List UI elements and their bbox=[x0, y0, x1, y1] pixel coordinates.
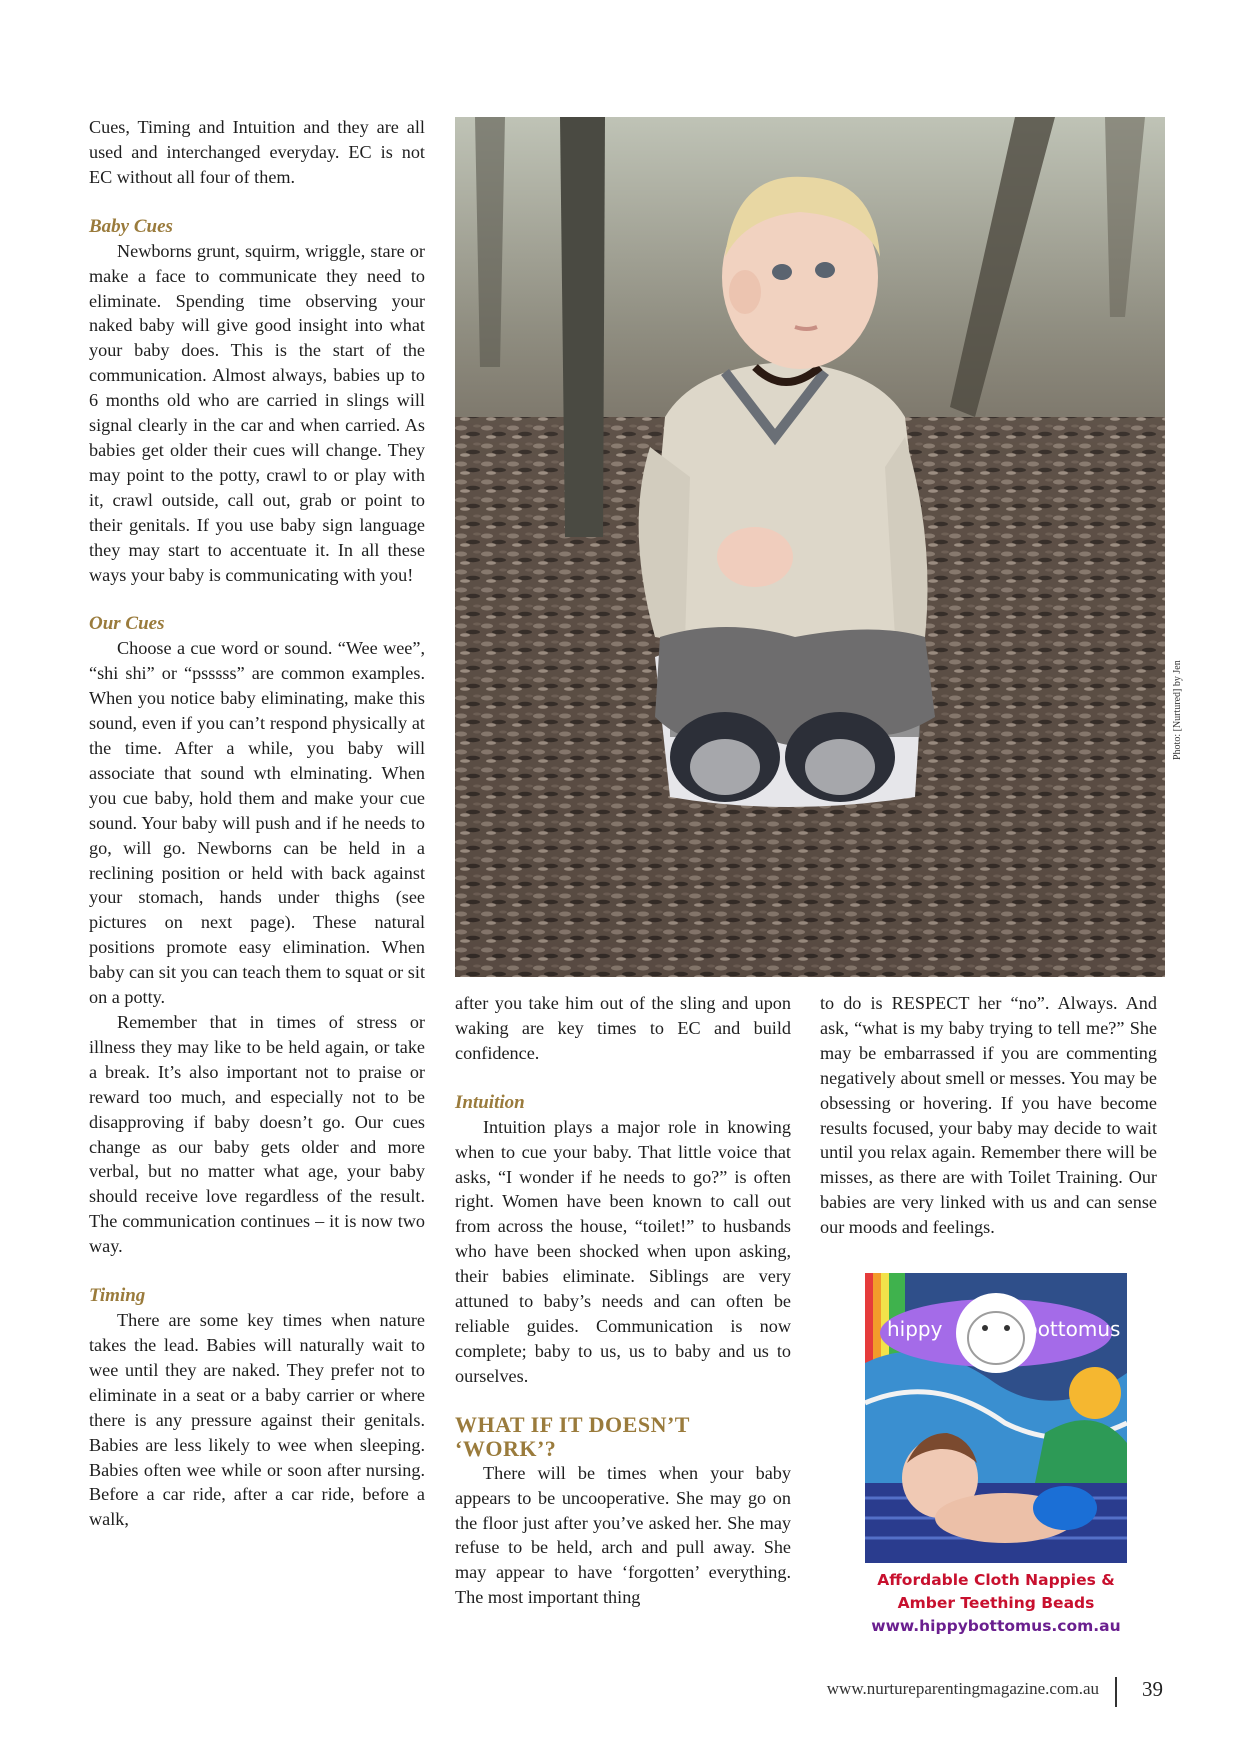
our-cues-paragraph-2: Remember that in times of stress or illness they may like to be held again, or take a break. It’s also important not to praise or reward too much, and especially not to be disapproving if baby doesn’t go. Our cues change as our baby gets older and more verbal, but no matter what age, your baby should receive love regardless of the result. The communication continues – it is now two way. bbox=[89, 1012, 425, 1257]
intro-paragraph: Cues, Timing and Intuition and they are all used and interchanged everyday. EC is not EC without all four of them. bbox=[89, 117, 425, 187]
footer-url[interactable]: www.nurtureparentingmagazine.com.au bbox=[826, 1679, 1099, 1698]
timing-continuation: after you take him out of the sling and upon waking are key times to EC and build confidence. bbox=[455, 993, 791, 1063]
ad-line2: Amber Teething Beads bbox=[897, 1594, 1095, 1612]
ad-line1: Affordable Cloth Nappies & bbox=[877, 1571, 1115, 1589]
column-3 bbox=[820, 991, 1157, 1240]
column-1 bbox=[89, 115, 425, 1532]
baby-cues-heading: Baby Cues bbox=[89, 215, 173, 237]
what-if-heading-line2: ‘WORK’? bbox=[455, 1435, 557, 1461]
our-cues-paragraph-1: Choose a cue word or sound. “Wee wee”, “shi shi” or “psssss” are common examples. When you notice baby eliminating, make this sound, even if you can’t respond physically at the time. After a while, you baby will associate that sound wth elminating. When you cue baby, hold them and make your cue sound. Your baby will push and if he needs to go, will go. Newborns can be held in a reclining position or held with back against your stomach, hands under thighs (see pictures on next page). These natural positions promote easy elimination. When baby can sit you can teach them to squat or sit on a potty. bbox=[89, 638, 425, 1008]
ad-brand-right: bottomus bbox=[1025, 1317, 1121, 1341]
baby-cues-paragraph: Newborns grunt, squirm, wriggle, stare or make a face to communicate they need to eliminate. Spending time observing your naked baby will give good insight into what your baby does. This is the start of the communication. Almost always, babies up to 6 months old who are carried in slings will signal clearly in the car and when carried. As babies get older their cues will change. They may point to the potty, crawl to or play with it, crawl outside, call out, grab or point to their genitals. If you use baby sign language they may start to accentuate it. In all these ways your baby is communicating with you! bbox=[89, 240, 425, 585]
page-number: 39 bbox=[1142, 1677, 1163, 1701]
page-footer bbox=[756, 1677, 1163, 1709]
timing-paragraph: There are some key times when nature takes the lead. Babies will naturally wait to wee until they are naked. They prefer not to eliminate in a seat or a baby carrier or where there is any pressure against their genitals. Babies are less likely to wee when sleeping. Babies often wee while or soon after nursing. Before a car ride, after a car ride, before a walk, bbox=[89, 1310, 425, 1530]
ad-caption bbox=[840, 1569, 1152, 1638]
our-cues-heading: Our Cues bbox=[89, 613, 165, 635]
timing-heading: Timing bbox=[89, 1285, 146, 1307]
column-2 bbox=[455, 991, 791, 1610]
ad-brand-left: hippy bbox=[887, 1317, 943, 1341]
what-if-heading bbox=[455, 1413, 791, 1461]
column-3-paragraph: to do is RESPECT her “no”. Always. And ask, “what is my baby trying to tell me?” She may be embarrassed if you are commenting negatively about smell or messes. You may be obsessing or hovering. If you have become results focused, your baby may decide to wait until you relax again. Remember there will be misses, as there are with Toilet Training. Our babies are very linked with us and can sense our moods and feelings. bbox=[820, 993, 1157, 1238]
toddler-photo bbox=[455, 117, 1165, 977]
intuition-paragraph: Intuition plays a major role in knowing when to cue your baby. That little voice that asks, “I wonder if he needs to go?” is often right. Women have been known to call out from across the house, “toilet!” to husbands who have been shocked when upon asking, their babies eliminate. Siblings are very attuned to baby’s needs and can often be reliable guides. Communication is now complete; baby to us, us to baby and us to ourselves. bbox=[455, 1116, 791, 1386]
what-if-heading-line1: WHAT IF IT DOESN’T bbox=[455, 1411, 690, 1437]
intuition-heading: Intuition bbox=[455, 1091, 525, 1113]
what-if-paragraph: There will be times when your baby appears to be uncooperative. She may go on the floor just after you’ve asked her. She may refuse to be held, arch and pull away. She may appear to have ‘forgotten’ everything. The most important thing bbox=[455, 1462, 791, 1608]
ad-url[interactable]: www.hippybottomus.com.au bbox=[871, 1617, 1121, 1635]
footer-separator bbox=[1115, 1677, 1117, 1707]
photo-credit: Photo: [Nurtured] by Jen bbox=[1172, 660, 1183, 760]
